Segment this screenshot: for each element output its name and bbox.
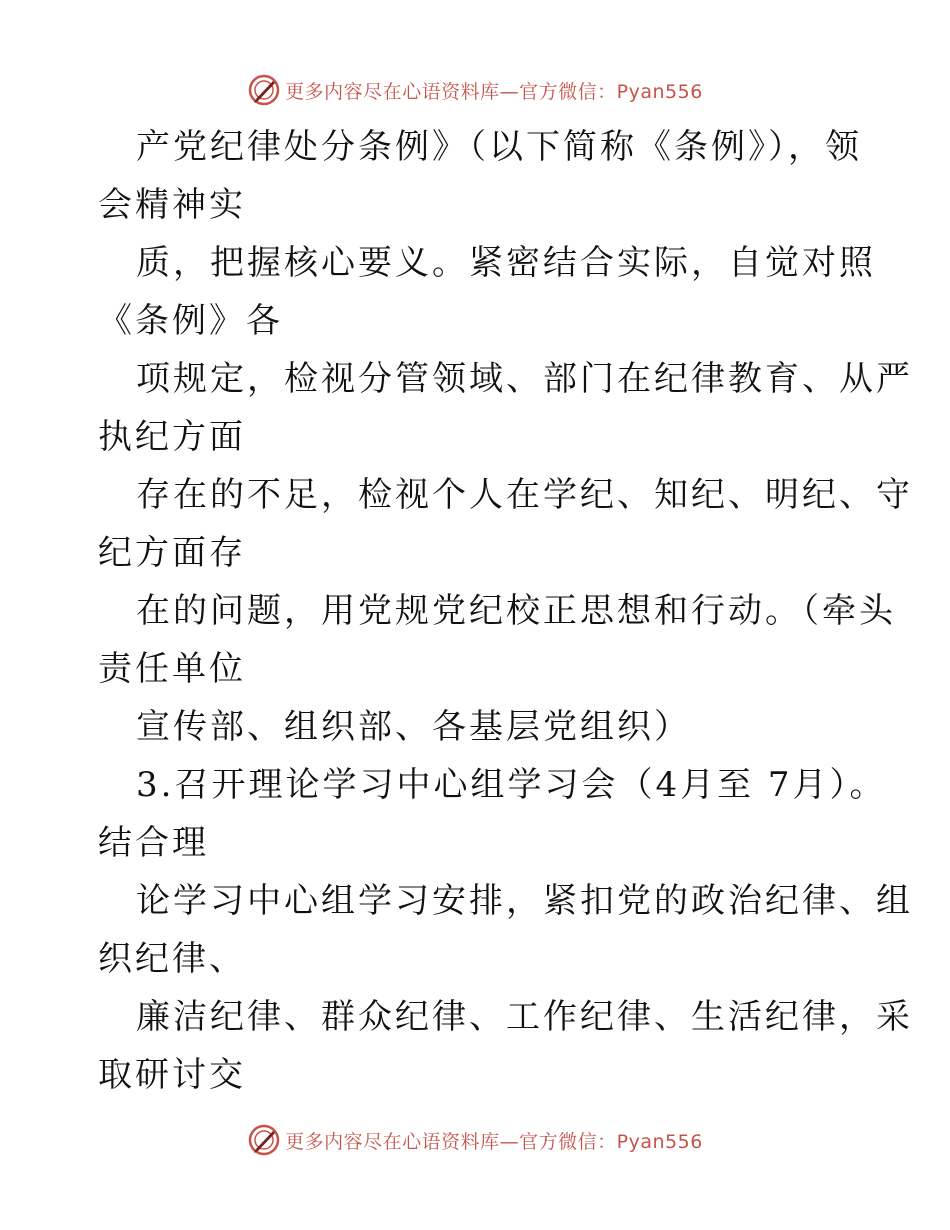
text-line: 在的问题，用党规党纪校正思想和行动。（牵头 — [136, 591, 896, 631]
watermark-banner-bottom — [0, 1120, 950, 1160]
text-line: 项规定，检视分管领域、部门在纪律教育、从严 — [136, 359, 913, 399]
text-line: 3.召开理论学习中心组学习会（4月至 7月）。 — [136, 765, 887, 805]
text-line: 廉洁纪律、群众纪律、工作纪律、生活纪律，采 — [136, 997, 913, 1037]
text-line: 产党纪律处分条例》（以下简称《条例》），领 — [136, 127, 862, 167]
pen-logo-icon — [247, 1123, 281, 1157]
text-line: 《条例》各 — [98, 301, 283, 341]
pen-logo-icon — [247, 73, 281, 107]
document-body — [98, 118, 913, 1104]
text-line: 纪方面存 — [98, 533, 246, 573]
text-line: 执纪方面 — [98, 417, 246, 457]
text-line: 会精神实 — [98, 185, 246, 225]
watermark-text: 更多内容尽在心语资料库—官方微信：Pyan556 — [285, 80, 703, 103]
text-line: 结合理 — [98, 823, 209, 863]
watermark-banner-top — [0, 70, 950, 110]
text-line: 质，把握核心要义。紧密结合实际，自觉对照 — [136, 243, 876, 283]
text-line: 织纪律、 — [98, 939, 246, 979]
text-line: 存在的不足，检视个人在学纪、知纪、明纪、守 — [136, 475, 913, 515]
text-line: 论学习中心组学习安排，紧扣党的政治纪律、组 — [136, 881, 913, 921]
text-line: 责任单位 — [98, 649, 246, 689]
watermark-text: 更多内容尽在心语资料库—官方微信：Pyan556 — [285, 1130, 703, 1153]
text-line: 宣传部、组织部、各基层党组织） — [136, 707, 691, 747]
text-line: 取研讨交 — [98, 1055, 246, 1095]
